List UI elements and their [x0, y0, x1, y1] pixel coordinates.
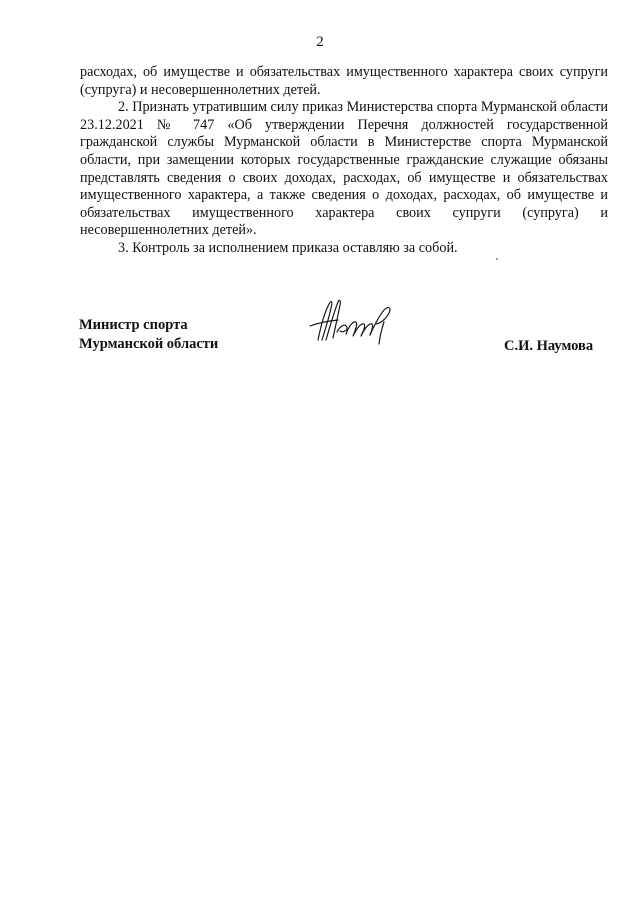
document-body	[80, 64, 608, 258]
scan-artifact	[496, 258, 498, 260]
signatory-title-line-1: Министр спорта	[79, 317, 188, 333]
signatory-title	[79, 316, 218, 354]
signatory-name: С.И. Наумова	[504, 338, 594, 354]
paragraph-item-3: 3. Контроль за исполнением приказа оставляю за собой.	[118, 239, 458, 256]
paragraph-continuation: расходах, об имуществе и обязательствах имущественного характера своих супруги (супруга) и несовершеннолетних детей.	[80, 64, 608, 98]
paragraph-item-2: 2. Признать утратившим силу приказ Министерства спорта Мурманской области 23.12.2021 № 747 «Об утверждении Перечня должностей государственной гражданской службы Мурманской области в Министерстве спорта Мурманской области, при замещении которых государственные гражданские служащие обязаны представлять сведения о своих доходах, расходах, об имуществе и обязательствах имущественного характера, а также сведения о доходах, расходах, об имуществе и обязательствах имущественного характера своих супруги (супруга) и несовершеннолетних детей».	[80, 99, 608, 239]
handwritten-signature	[304, 296, 400, 348]
signatory-title-line-2: Мурманской области	[79, 336, 219, 352]
page-number: 2	[316, 34, 324, 50]
